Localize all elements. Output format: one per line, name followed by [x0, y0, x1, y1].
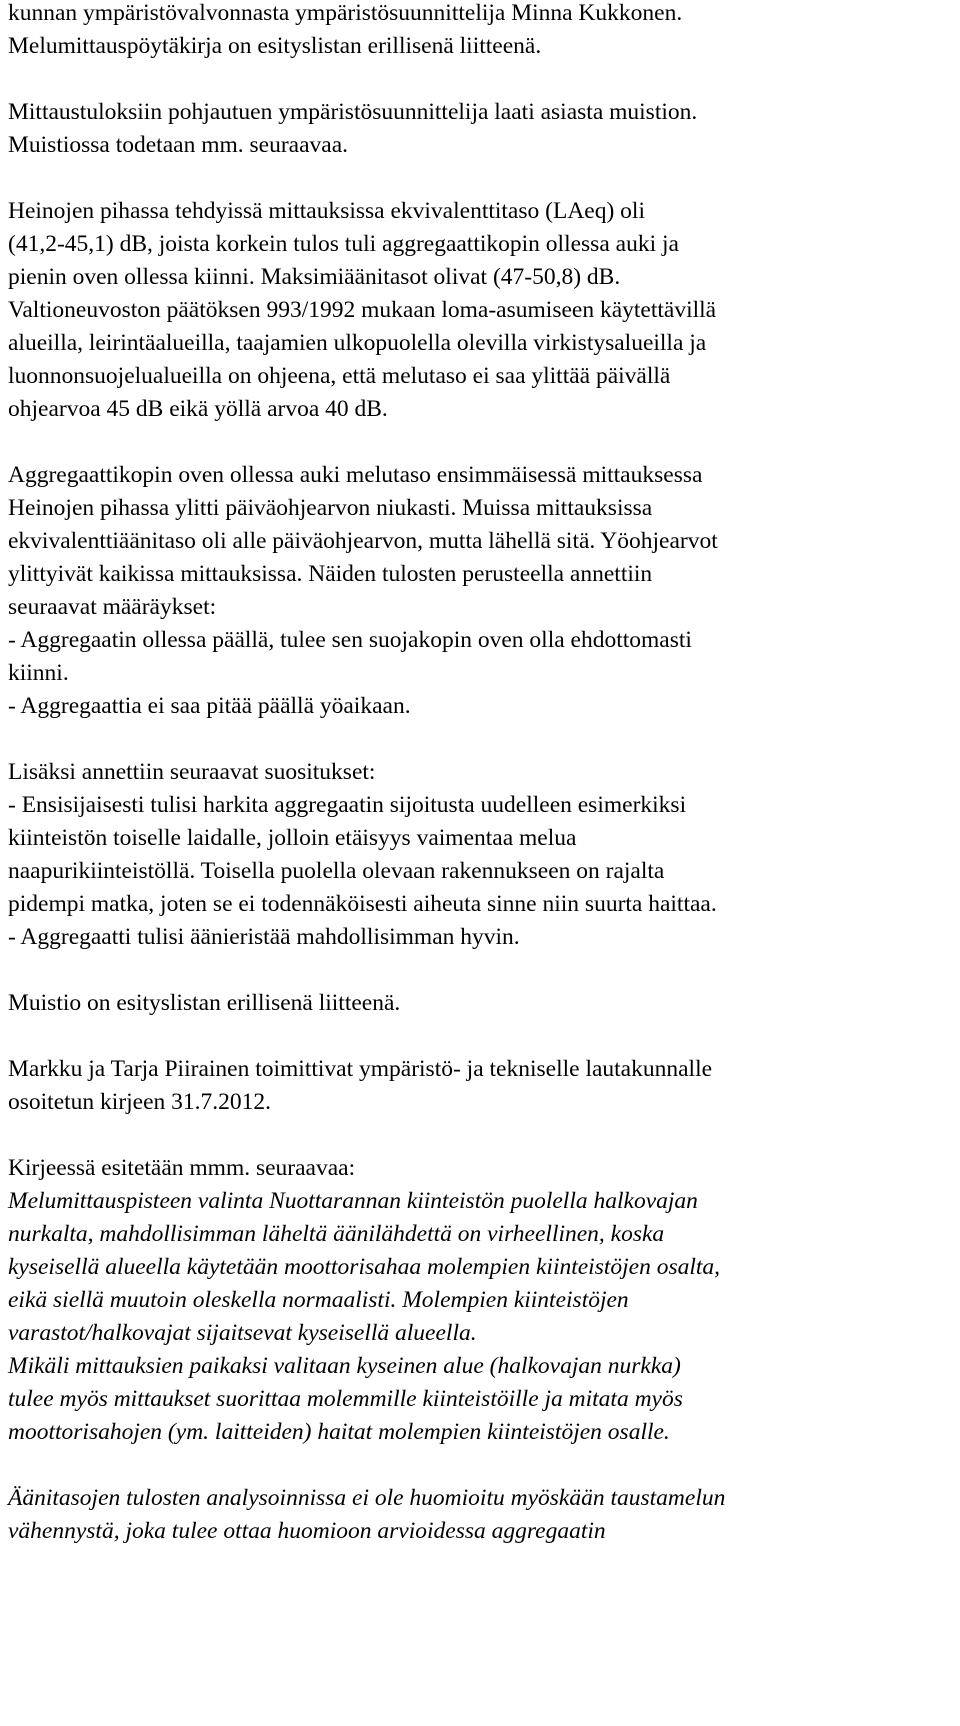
paragraph-regulations	[8, 459, 946, 723]
text-line: kiinni.	[8, 660, 69, 686]
paragraph-letter-submitted	[8, 1053, 946, 1119]
paragraph-memo-attachment	[8, 987, 946, 1020]
paragraph-measurement-results	[8, 195, 946, 426]
text-line: luonnonsuojelualueilla on ohjeena, että melutaso ei saa ylittää päivällä	[8, 363, 671, 389]
paragraph-intro-continued	[8, 0, 946, 63]
text-line: moottorisahojen (ym. laitteiden) haitat molempien kiinteistöjen osalle.	[8, 1419, 670, 1445]
text-line: kyseisellä alueella käytetään moottorisahaa molempien kiinteistöjen osalta,	[8, 1254, 721, 1280]
text-line: Lisäksi annettiin seuraavat suositukset:	[8, 759, 376, 785]
paragraph-letter-quote-analysis	[8, 1482, 946, 1548]
text-line: vähennystä, joka tulee ottaa huomioon arvioidessa aggregaatin	[8, 1518, 606, 1544]
text-line: kiinteistön toiselle laidalle, jolloin etäisyys vaimentaa melua	[8, 825, 577, 851]
text-line: ohjearvoa 45 dB eikä yöllä arvoa 40 dB.	[8, 396, 388, 422]
text-line: Mittaustuloksiin pohjautuen ympäristösuunnittelija laati asiasta muistion.	[8, 99, 698, 125]
text-line: Mikäli mittauksien paikaksi valitaan kyseinen alue (halkovajan nurkka)	[8, 1353, 681, 1379]
text-line: - Aggregaattia ei saa pitää päällä yöaikaan.	[8, 693, 411, 719]
text-line: Äänitasojen tulosten analysoinnissa ei ole huomioitu myöskään taustamelun	[8, 1485, 726, 1511]
text-line: tulee myös mittaukset suorittaa molemmille kiinteistöille ja mitata myös	[8, 1386, 683, 1412]
text-line: nurkalta, mahdollisimman läheltä äänilähdettä on virheellinen, koska	[8, 1221, 665, 1247]
text-line: Heinojen pihassa tehdyissä mittauksissa ekvivalenttitaso (LAeq) oli	[8, 198, 645, 224]
text-line: Melumittauspöytäkirja on esityslistan erillisenä liitteenä.	[8, 33, 542, 59]
paragraph-recommendations	[8, 756, 946, 954]
text-line: pidempi matka, joten se ei todennäköisesti aiheuta sinne niin suurta haittaa.	[8, 891, 717, 917]
text-line: Kirjeessä esitetään mmm. seuraavaa:	[8, 1155, 356, 1181]
text-line: naapurikiinteistöllä. Toisella puolella olevaan rakennukseen on rajalta	[8, 858, 665, 884]
text-line: - Ensisijaisesti tulisi harkita aggregaatin sijoitusta uudelleen esimerkiksi	[8, 792, 687, 818]
text-line: pienin oven ollessa kiinni. Maksimiäänitasot olivat (47-50,8) dB.	[8, 264, 621, 290]
text-line: Valtioneuvoston päätöksen 993/1992 mukaan loma-asumiseen käytettävillä	[8, 297, 717, 323]
text-line: Melumittauspisteen valinta Nuottarannan kiinteistön puolella halkovajan	[8, 1188, 698, 1214]
text-line: varastot/halkovajat sijaitsevat kyseisellä alueella.	[8, 1320, 477, 1346]
text-line: Aggregaattikopin oven ollessa auki melutaso ensimmäisessä mittauksessa	[8, 462, 703, 488]
text-line: Muistio on esityslistan erillisenä liitteenä.	[8, 990, 401, 1016]
text-line: ylittyivät kaikissa mittauksissa. Näiden tulosten perusteella annettiin	[8, 561, 653, 587]
text-line: ekvivalenttiäänitaso oli alle päiväohjearvon, mutta lähellä sitä. Yöohjearvot	[8, 528, 718, 554]
text-line: Muistiossa todetaan mm. seuraavaa.	[8, 132, 349, 158]
text-line: Markku ja Tarja Piirainen toimittivat ympäristö- ja tekniselle lautakunnalle	[8, 1056, 713, 1082]
text-line: alueilla, leirintäalueilla, taajamien ulkopuolella olevilla virkistysalueilla ja	[8, 330, 707, 356]
text-line: (41,2-45,1) dB, joista korkein tulos tuli aggregaattikopin ollessa auki ja	[8, 231, 679, 257]
text-line: Heinojen pihassa ylitti päiväohjearvon niukasti. Muissa mittauksissa	[8, 495, 653, 521]
text-line: kunnan ympäristövalvonnasta ympäristösuunnittelija Minna Kukkonen.	[8, 0, 683, 26]
paragraph-memo-intro	[8, 96, 946, 162]
text-line: seuraavat määräykset:	[8, 594, 217, 620]
text-line: osoitetun kirjeen 31.7.2012.	[8, 1089, 272, 1115]
text-line: - Aggregaatti tulisi äänieristää mahdollisimman hyvin.	[8, 924, 520, 950]
text-line: eikä siellä muutoin oleskella normaalisti. Molempien kiinteistöjen	[8, 1287, 629, 1313]
text-line: - Aggregaatin ollessa päällä, tulee sen suojakopin oven olla ehdottomasti	[8, 627, 692, 653]
paragraph-letter-intro	[8, 1152, 946, 1185]
paragraph-letter-quote	[8, 1185, 946, 1449]
